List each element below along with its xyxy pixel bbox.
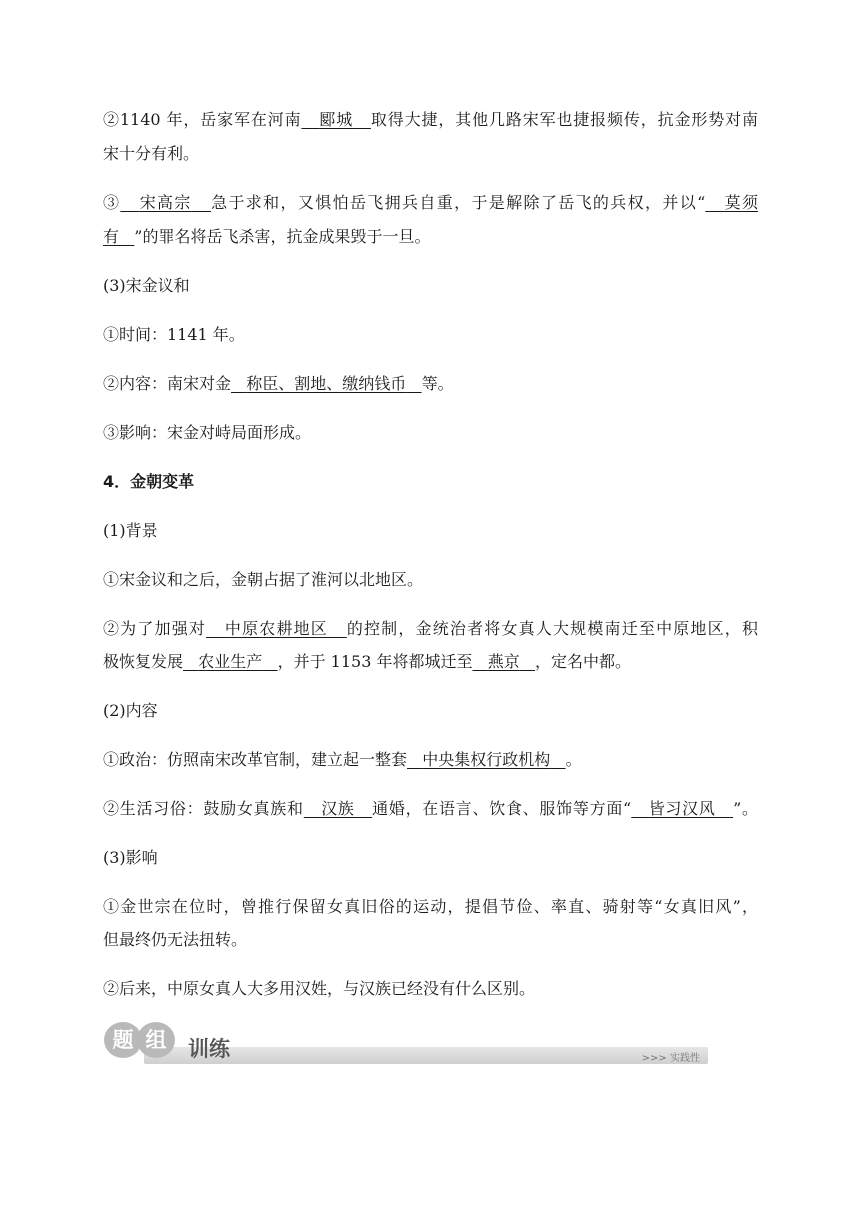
section-heading: (1)背景 (103, 521, 158, 540)
paragraph-line: 宋十分有利。 (103, 144, 200, 163)
paragraph-line: 但最终仍无法扭转。 (103, 930, 248, 949)
blank-answer: 中原农耕地区 (224, 619, 328, 638)
paragraph-line: ①金世宗在位时，曾推行保留女真旧俗的运动，提倡节俭、率直、骑射等“女真旧风”， (103, 897, 758, 916)
blank-answer: 燕京 (487, 652, 520, 671)
paragraph-line: 有 ”的罪名将岳飞杀害，抗金成果毁于一旦。 (103, 227, 431, 246)
paragraph-line: ②内容：南宋对金 称臣、割地、缴纳钱币 等。 (103, 374, 454, 393)
banner-bubble: 题 (104, 1022, 142, 1058)
blank-answer: 莫须 (724, 193, 758, 212)
section-heading: (3)宋金议和 (103, 276, 190, 295)
banner-bubble: 组 (137, 1022, 175, 1058)
paragraph-line: ①政治：仿照南宋改革官制，建立起一整套 中央集权行政机构 。 (103, 750, 582, 769)
banner-subtitle: >>> 实践性 (641, 1053, 700, 1064)
blank-answer: 中央集权行政机构 (422, 750, 551, 769)
paragraph-line: ①宋金议和之后，金朝占据了淮河以北地区。 (103, 570, 424, 589)
paragraph-line: 极恢复发展 农业生产 ，并于 1153 年将都城迁至 燕京 ，定名中都。 (103, 652, 632, 671)
paragraph-line: ①时间：1141 年。 (103, 325, 245, 344)
blank-answer: 有 (103, 227, 120, 246)
paragraph-line: ②为了加强对 中原农耕地区 的控制，金统治者将女真人大规模南迁至中原地区，积 (103, 619, 758, 638)
paragraph-line: ③ 宋高宗 急于求和，又惧怕岳飞拥兵自重，于是解除了岳飞的兵权，并以“ 莫须 (103, 193, 758, 212)
paragraph-line: ②1140 年，岳家军在河南 郾城 取得大捷，其他几路宋军也捷报频传，抗金形势对南 (103, 110, 758, 129)
section-title: 4．金朝变革 (103, 472, 195, 491)
blank-answer: 皆习汉风 (648, 799, 716, 818)
blank-answer: 农业生产 (198, 652, 263, 671)
section-heading: (2)内容 (103, 701, 158, 720)
banner-title: 训练 (188, 1037, 230, 1061)
blank-answer: 宋高宗 (139, 193, 192, 212)
blank-answer: 郾城 (319, 110, 354, 129)
exercise-banner (104, 1020, 708, 1068)
paragraph-line: ③影响：宋金对峙局面形成。 (103, 423, 312, 442)
paragraph-line: ②后来，中原女真人大多用汉姓，与汉族已经没有什么区别。 (103, 979, 536, 998)
paragraph-line: ②生活习俗：鼓励女真族和 汉族 通婚，在语言、饮食、服饰等方面“ 皆习汉风 ”。 (103, 799, 758, 818)
section-heading: (3)影响 (103, 848, 158, 867)
blank-answer: 称臣、割地、缴纳钱币 (246, 374, 407, 393)
blank-answer: 汉族 (321, 799, 355, 818)
